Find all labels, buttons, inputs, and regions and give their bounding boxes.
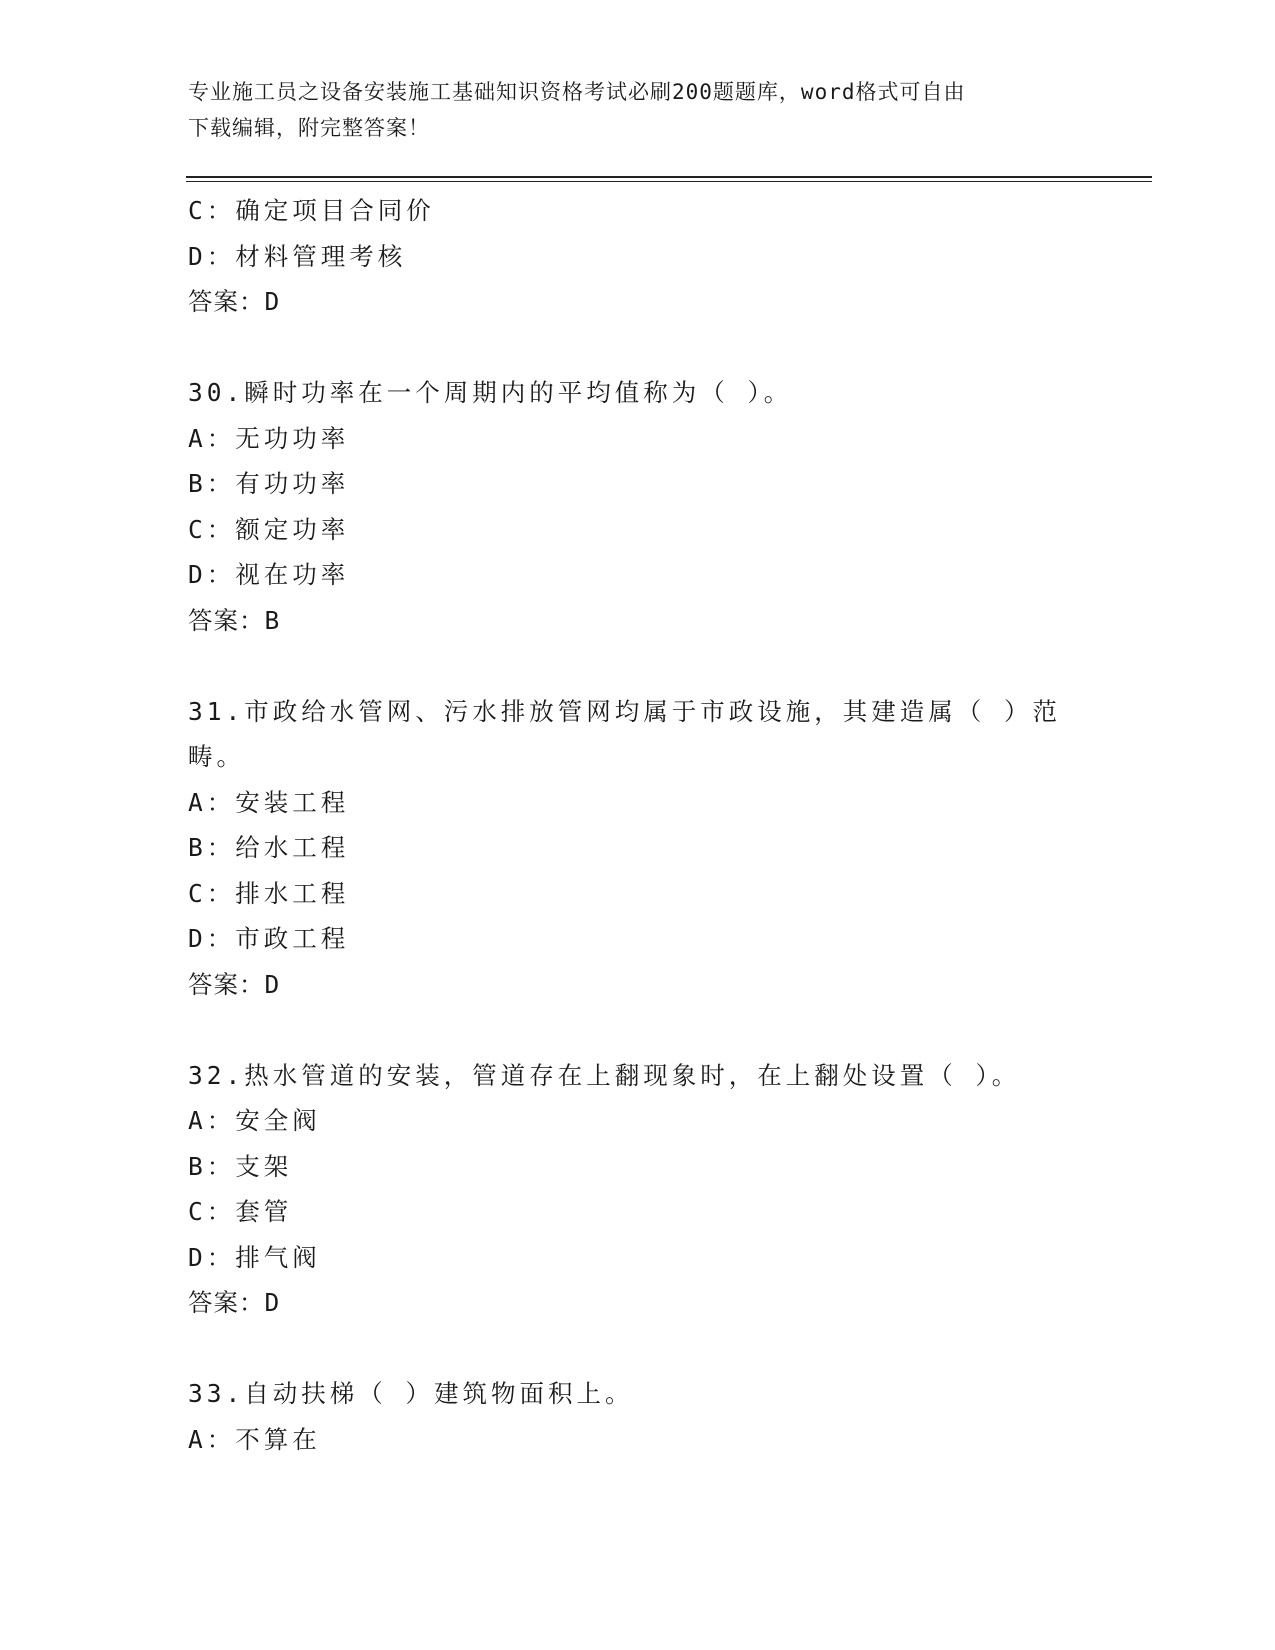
option-b: B：给水工程 (188, 833, 350, 862)
option-d: D：排气阀 (188, 1242, 321, 1272)
spacer (188, 325, 1088, 371)
answer: 答案：D (188, 969, 281, 999)
option-a: A：不算在 (188, 1424, 321, 1454)
document-header (188, 74, 1088, 146)
option-c: C：确定项目合同价 (188, 196, 435, 225)
option-a: A：安全阀 (188, 1106, 321, 1135)
spacer (188, 643, 1088, 689)
question-stem: 33.自动扶梯（ ）建筑物面积上。 (188, 1379, 634, 1408)
answer: 答案：D (188, 287, 281, 316)
option-d: D：材料管理考核 (188, 241, 407, 271)
question-stem-line-2: 畴。 (188, 742, 245, 771)
question-stem: 30.瞬时功率在一个周期内的平均值称为（ ）。 (188, 378, 793, 407)
option-b: B：有功功率 (188, 469, 350, 498)
question-32 (188, 1053, 1088, 1326)
option-b: B：支架 (188, 1151, 293, 1181)
header-divider-thick (186, 176, 1152, 178)
header-title-line-1: 专业施工员之设备安装施工基础知识资格考试必刷200题题库，word格式可自由 (188, 80, 966, 104)
option-d: D：视在功率 (188, 560, 350, 589)
option-d: D：市政工程 (188, 924, 350, 953)
spacer (188, 1326, 1088, 1372)
question-29-tail (188, 188, 1088, 325)
question-31 (188, 689, 1088, 1008)
answer: 答案：D (188, 1288, 281, 1317)
question-stem-line-1: 31.市政给水管网、污水排放管网均属于市政设施，其建造属（ ）范 (188, 696, 1061, 726)
option-a: A：安装工程 (188, 787, 350, 817)
answer: 答案：B (188, 605, 281, 635)
option-a: A：无功功率 (188, 423, 350, 453)
question-list (188, 188, 1088, 1462)
header-title-line-2: 下载编辑，附完整答案！ (188, 116, 430, 140)
option-c: C：排水工程 (188, 878, 350, 908)
option-c: C：额定功率 (188, 514, 350, 544)
question-stem: 32.热水管道的安装，管道存在上翻现象时，在上翻处设置（ ）。 (188, 1060, 1021, 1090)
header-divider-thin (186, 181, 1152, 182)
spacer (188, 1007, 1088, 1053)
option-c: C：套管 (188, 1197, 293, 1226)
question-33 (188, 1371, 1088, 1462)
question-30 (188, 370, 1088, 643)
